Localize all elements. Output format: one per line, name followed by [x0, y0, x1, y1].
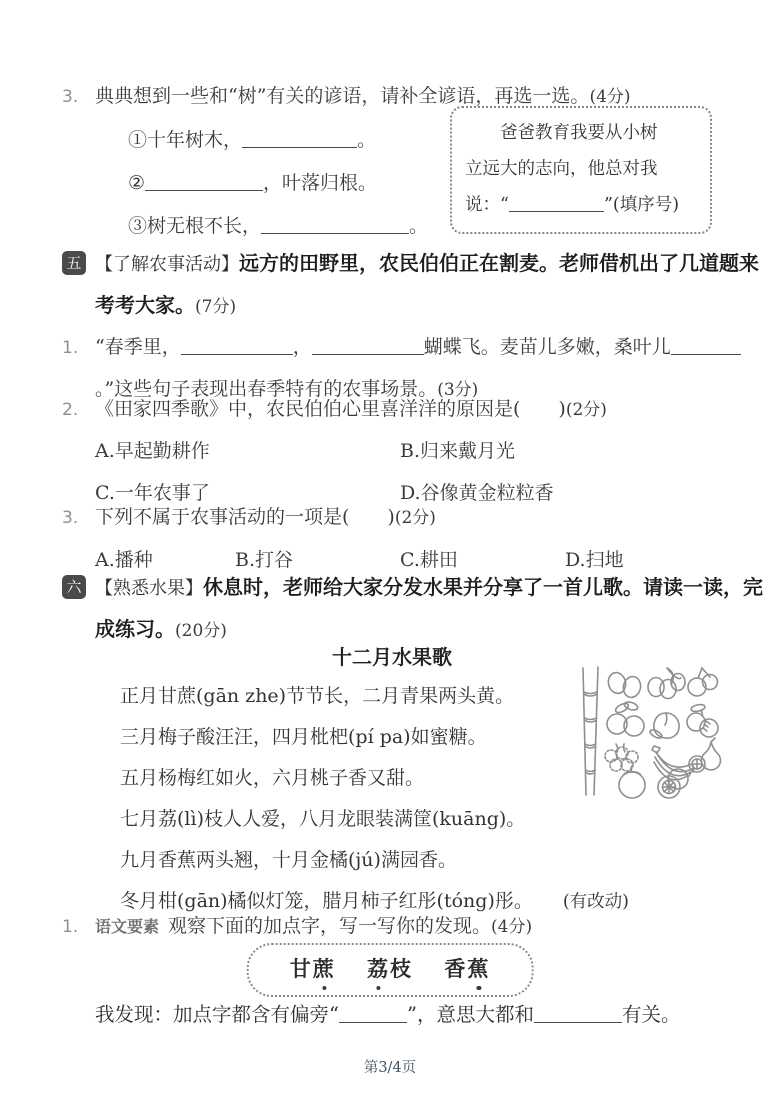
note-line: 爸爸教育我要从小树	[500, 123, 658, 143]
question-number: 3.	[62, 508, 79, 528]
option-d: D.谷像黄金粒粒香	[400, 482, 554, 504]
sugarcane-icon	[583, 667, 598, 795]
bayberry-icon	[605, 744, 638, 771]
answer-blank	[534, 1006, 622, 1023]
option-a: A.播种	[95, 549, 153, 571]
discovery-line: 我发现：加点字都含有偏旁“ ”，意思大都和 有关。	[95, 1003, 681, 1026]
answer-blank	[145, 174, 263, 191]
question-stem: 3. 典典想到一些和“树”有关的谚语，请补全谚语，再选一选。(4分)	[95, 82, 775, 112]
proverb-item-1: ①十年树木， 。	[128, 129, 377, 151]
question-number: 3.	[62, 87, 79, 107]
loquat-icon	[648, 668, 685, 699]
option-b: B.归来戴月光	[400, 440, 516, 462]
answer-blank	[242, 131, 357, 148]
score-label: (7分)	[195, 297, 237, 317]
note-line: 立远大的志向，他总对我	[465, 159, 658, 179]
note-line: 说：“ ”(填序号)	[465, 195, 680, 215]
olive-icon	[606, 671, 642, 699]
answer-blank	[181, 338, 293, 355]
page-number: 第3/4页	[363, 1060, 417, 1076]
poem-line: 冬月柑(gān)橘似灯笼，腊月柿子红彤(tóng)彤。 (有改动)	[120, 890, 630, 912]
poem-line: 五月杨梅红如火，六月桃子香又甜。	[120, 767, 425, 789]
poem-title: 十二月水果歌	[332, 645, 452, 669]
option-c: C.耕田	[400, 549, 458, 571]
question-number: 1.	[62, 917, 79, 937]
section-intro: 休息时，老师给大家分发水果并分享了一首儿歌。请读一读，完成练习。	[95, 575, 763, 641]
word-xiangjiao: 香蕉	[444, 956, 490, 981]
tangerine-icon	[687, 703, 718, 737]
proverb-item-3: ③树无根不长， 。	[128, 215, 429, 237]
poem-line: 正月甘蔗(gān zhe)节节长，二月青果两头黄。	[120, 685, 515, 707]
score-label: (4分)	[491, 917, 533, 937]
note-box	[450, 106, 712, 234]
poem-body	[120, 676, 629, 922]
poem-adaptation-note: (有改动)	[562, 892, 630, 912]
option-c: C.一年农事了	[95, 482, 210, 504]
score-label: (20分)	[175, 621, 227, 641]
question-stem: 3. 下列不属于农事活动的一项是( )(2分)	[95, 503, 775, 533]
score-label: (2分)	[565, 400, 607, 420]
language-element-label: 语文要素	[95, 917, 160, 936]
section5-question-2	[62, 395, 775, 508]
answer-blank	[312, 338, 424, 355]
orange-slice-icon	[689, 756, 705, 772]
section5-question-3	[62, 503, 775, 575]
poem-line: 九月香蕉两头翘，十月金橘(jú)满园香。	[120, 849, 457, 871]
word-ganzhe: 甘蔗	[290, 956, 336, 981]
dotted-word-box	[247, 943, 534, 997]
option-a: A.早起勤耕作	[95, 440, 210, 462]
section-intro: 远方的田野里，农民伯伯正在割麦。老师借机出了几道题来考考大家。	[95, 251, 759, 317]
fruits-illustration	[570, 660, 722, 806]
orange-icon	[607, 701, 644, 736]
section6-question-1: 1. 语文要素 观察下面的加点字，写一写你的发现。(4分)	[62, 911, 775, 942]
peach-icon	[649, 713, 679, 740]
section5-question-1: 1. “春季里， ， 蝴蝶飞。麦苗儿多嫩，桑叶儿。”这些句子表现出春季特有的农事场景。(3分)	[62, 327, 775, 411]
plum-icon	[688, 668, 718, 696]
question-number: 2.	[62, 400, 79, 420]
option-b: B.打谷	[235, 549, 294, 571]
section-badge-6: 六	[62, 575, 86, 599]
proverb-item-2: ② ，叶落归根。	[128, 172, 378, 194]
score-label: (3分)	[437, 380, 479, 400]
question-stem: 2. 《田家四季歌》中，农民伯伯心里喜洋洋的原因是( )(2分)	[95, 395, 775, 425]
section-6-header	[62, 567, 775, 651]
score-label: (2分)	[394, 508, 436, 528]
option-d: D.扫地	[565, 549, 624, 571]
poem-line: 三月梅子酸汪汪，四月枇杷(pí pa)如蜜糖。	[120, 726, 487, 748]
answer-blank	[509, 195, 604, 212]
answer-blank	[339, 1006, 407, 1023]
section-tag: 【熟悉水果】	[95, 578, 203, 599]
score-label: (4分)	[589, 87, 631, 107]
answer-blank	[261, 217, 409, 234]
section-badge-5: 五	[62, 251, 86, 275]
answer-blank	[671, 338, 741, 355]
persimmon-icon	[619, 766, 645, 798]
section-tag: 【了解农事活动】	[95, 254, 239, 275]
poem-line: 七月荔(lì)枝人人爱，八月龙眼装满筐(kuāng)。	[120, 808, 526, 830]
section-5-header	[62, 243, 775, 327]
word-lizhi: 荔枝	[367, 956, 413, 981]
option-list	[95, 437, 775, 508]
question-number: 1.	[62, 338, 79, 358]
